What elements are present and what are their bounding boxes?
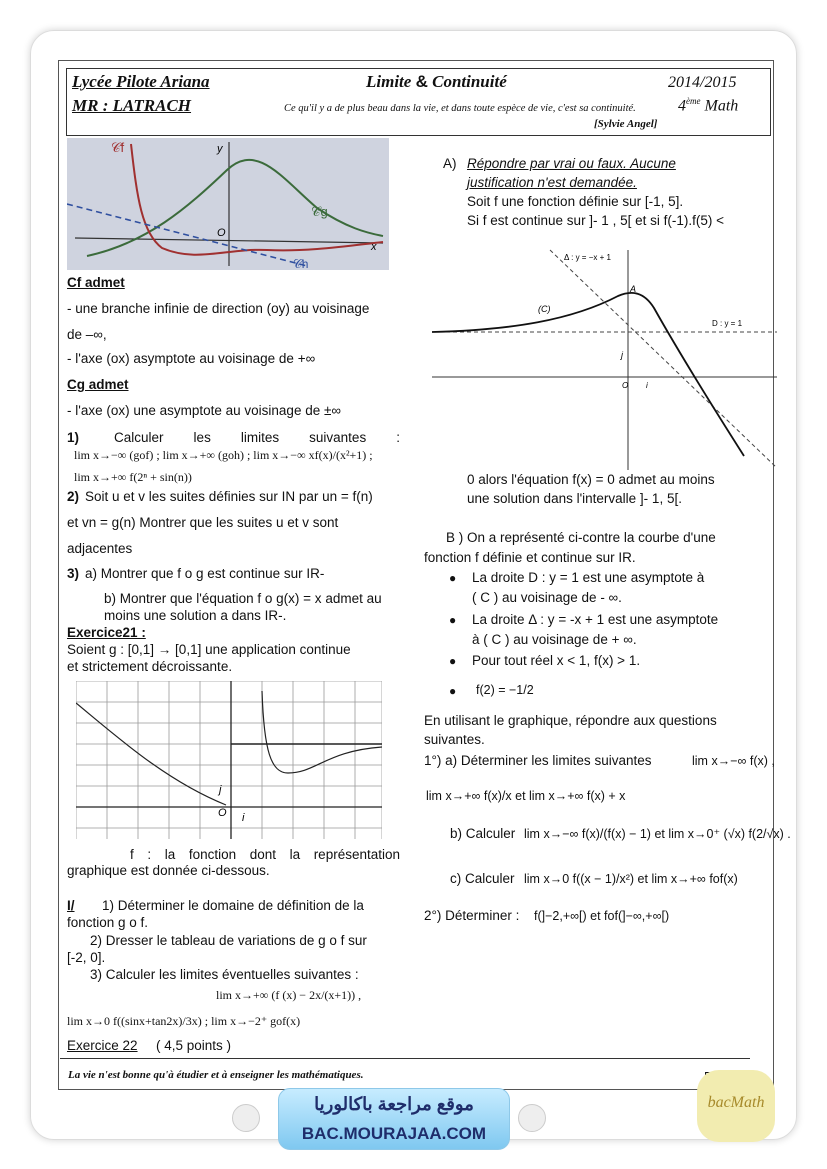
part-i-q3: 3) Calculer les limites éventuelles suivantes : bbox=[90, 967, 359, 982]
grid bbox=[76, 681, 382, 839]
label-origin: O bbox=[622, 381, 629, 390]
part-a-line-1: Soit f une fonction définie sur [-1, 5]. bbox=[467, 194, 684, 209]
part-i-q2-line-1: 2) Dresser le tableau de variations de g o f sur bbox=[90, 933, 367, 948]
quote-author: [Sylvie Angel] bbox=[594, 118, 658, 130]
bullet-3: ● bbox=[449, 654, 457, 668]
label-i: i bbox=[646, 381, 648, 390]
bullet-4: ● bbox=[449, 684, 457, 698]
q1-text: Calculer les limites suivantes : bbox=[114, 430, 400, 445]
ex21-f-line-2: graphique est donnée ci-dessous. bbox=[67, 863, 270, 878]
bullet-2-line-1: La droite Δ : y = -x + 1 est une asymptote bbox=[472, 612, 719, 627]
part-a-line-2: Si f est continue sur ]- 1 , 5[ et si f(-1).f(5) < bbox=[467, 213, 724, 228]
exercise-21-title: Exercice21 : bbox=[67, 625, 146, 640]
bullet-1: ● bbox=[449, 571, 457, 585]
ex21-line-1: Soient g : [0,1] → [0,1] une application continue bbox=[67, 642, 351, 657]
q3-b-line-1: b) Montrer que l'équation f o g(x) = x admet au bbox=[104, 591, 382, 606]
q1c-text: c) Calculer bbox=[450, 871, 515, 886]
q1-number: 1) bbox=[67, 430, 80, 445]
part-i-q1-line-2: fonction g o f. bbox=[67, 915, 149, 930]
part-a-line-4: une solution dans l'intervalle ]- 1, 5[. bbox=[467, 491, 682, 506]
figure-exercise-21 bbox=[76, 681, 382, 839]
q1a-limit-1: lim x→−∞ f(x) , bbox=[692, 754, 775, 768]
header-quote: Ce qu'il y a de plus beau dans la vie, et dans toute espèce de vie, c'est sa continuité. bbox=[284, 103, 636, 114]
label-x: x bbox=[371, 241, 377, 253]
title-part-a: Limite bbox=[366, 72, 412, 91]
q3-b-line-2: moins une solution a dans IR-. bbox=[104, 608, 287, 623]
label-ch: 𝒞h bbox=[293, 257, 309, 270]
part-a-label: A) bbox=[443, 156, 457, 171]
q1b-limits: lim x→−∞ f(x)/(f(x) − 1) et lim x→0⁺ (√x) f(2/√x) . bbox=[524, 827, 791, 841]
label-y: y bbox=[217, 143, 223, 155]
label-a: A bbox=[630, 284, 637, 294]
figure-part-b-curve bbox=[432, 240, 777, 470]
q3-a: a) Montrer que f o g est continue sur IR- bbox=[85, 566, 325, 581]
cf-line-1: - une branche infinie de direction (oy) au voisinage bbox=[67, 301, 370, 316]
bullet-2-line-2: à ( C ) au voisinage de + ∞. bbox=[472, 632, 637, 647]
part-b-line-2: fonction f définie et continue sur IR. bbox=[424, 550, 636, 565]
site-logo-right bbox=[518, 1104, 546, 1132]
label-origin: O bbox=[218, 807, 227, 819]
exercise-22-points: ( 4,5 points ) bbox=[156, 1038, 232, 1053]
part-a-title-2: justification n'est demandée. bbox=[467, 175, 637, 190]
level-number: 4 bbox=[678, 97, 686, 115]
intro-line-2: suivantes. bbox=[424, 732, 485, 747]
bullet-3-text: Pour tout réel x < 1, f(x) > 1. bbox=[472, 653, 641, 668]
q1b-text: b) Calculer bbox=[450, 826, 516, 841]
title-amp: & bbox=[415, 72, 428, 91]
figure-background bbox=[67, 138, 389, 270]
bacmath-logo-text: bacMath bbox=[707, 1094, 765, 1111]
exercise-22-title: Exercice 22 bbox=[67, 1038, 138, 1053]
footer-rule bbox=[60, 1058, 750, 1059]
bullet-1-line-2: ( C ) au voisinage de - ∞. bbox=[472, 590, 622, 605]
label-origin: O bbox=[217, 227, 226, 239]
school-year: 2014/2015 bbox=[668, 74, 737, 91]
curve-right-branch bbox=[262, 691, 382, 773]
cg-line-1: - l'axe (ox) une asymptote au voisinage de ±∞ bbox=[67, 403, 342, 418]
part-i-q2-line-2: [-2, 0]. bbox=[67, 950, 106, 965]
q1a-limits-2: lim x→+∞ f(x)/x et lim x→+∞ f(x) + x bbox=[426, 789, 626, 803]
site-url[interactable]: BAC.MOURAJAA.COM bbox=[301, 1124, 487, 1143]
label-j: j bbox=[219, 784, 222, 796]
q2-line-2: et vn = g(n) Montrer que les suites u et v sont bbox=[67, 515, 339, 530]
label-c: (C) bbox=[538, 304, 551, 314]
cg-title: Cg admet bbox=[67, 377, 129, 392]
asymptote-delta bbox=[550, 250, 777, 468]
label-cg: 𝒞g bbox=[311, 204, 328, 219]
title-part-b: Continuité bbox=[432, 72, 507, 91]
q1a-text: 1°) a) Déterminer les limites suivantes bbox=[424, 753, 652, 768]
level-word: Math bbox=[704, 97, 739, 115]
q1c-limits: lim x→0 f((x − 1)/x²) et lim x→+∞ fof(x) bbox=[524, 872, 738, 886]
label-j: j bbox=[621, 350, 623, 360]
label-delta: Δ : y = −x + 1 bbox=[564, 253, 611, 262]
q3-number: 3) bbox=[67, 566, 80, 581]
q2-sets: f(]−2,+∞[) et fof(]−∞,+∞[) bbox=[534, 909, 670, 923]
part-a-title-1: Répondre par vrai ou faux. Aucune bbox=[467, 156, 676, 171]
part-a-line-3: 0 alors l'équation f(x) = 0 admet au moins bbox=[467, 472, 715, 487]
footer-motto: La vie n'est bonne qu'à étudier et à enseigner les mathématiques. bbox=[68, 1069, 364, 1081]
label-cf: 𝒞f bbox=[111, 140, 125, 155]
cf-title: Cf admet bbox=[67, 275, 125, 290]
part-i-q3-limit-1: lim x→+∞ (f (x) − 2x/(x+1)) , bbox=[216, 988, 362, 1002]
label-i: i bbox=[242, 812, 245, 824]
class-level bbox=[678, 96, 738, 115]
part-i-label: I/ bbox=[67, 898, 75, 913]
curve-c bbox=[432, 293, 744, 456]
part-b-line-1: B ) On a représenté ci-contre la courbe d'une bbox=[446, 530, 716, 545]
label-d: D : y = 1 bbox=[712, 319, 743, 328]
ex21-line-2: et strictement décroissante. bbox=[67, 659, 233, 674]
teacher-name: MR : LATRACH bbox=[72, 96, 192, 115]
bullet-2: ● bbox=[449, 613, 457, 627]
q1-limits-line-2: lim x→+∞ f(2ⁿ + sin(n)) bbox=[74, 470, 192, 484]
q1-limits-line-1: lim x→−∞ (gof) ; lim x→+∞ (goh) ; lim x→−∞ xf(x)/(x²+1) ; bbox=[74, 448, 373, 462]
cf-line-2: de –∞, bbox=[67, 327, 107, 342]
site-logo-left bbox=[232, 1104, 260, 1132]
bullet-4-text: f(2) = −1/2 bbox=[476, 683, 534, 697]
q2-text: 2°) Déterminer : bbox=[424, 908, 520, 923]
school-name: Lycée Pilote Ariana bbox=[72, 72, 210, 91]
cf-line-3: - l'axe (ox) asymptote au voisinage de +∞ bbox=[67, 351, 316, 366]
bullet-1-line-1: La droite D : y = 1 est une asymptote à bbox=[472, 570, 705, 585]
level-sup: ème bbox=[686, 96, 701, 106]
page-title bbox=[366, 72, 507, 92]
q2-line-1: Soit u et v les suites définies sur IN par un = f(n) bbox=[85, 489, 373, 504]
site-arabic-name: موقع مراجعة باكالوريا bbox=[314, 1094, 474, 1114]
ex21-f-line-1: f : la fonction dont la représentation bbox=[130, 847, 400, 862]
q2-number: 2) bbox=[67, 489, 80, 504]
part-i-q1-line-1: 1) Déterminer le domaine de définition de la bbox=[102, 898, 364, 913]
figure-cf-cg-ch bbox=[67, 138, 389, 270]
intro-line-1: En utilisant le graphique, répondre aux questions bbox=[424, 713, 717, 728]
curve-left-branch bbox=[76, 703, 226, 805]
part-i-q3-limit-2: lim x→0 f((sinx+tan2x)/3x) ; lim x→−2⁺ gof(x) bbox=[67, 1014, 301, 1028]
q2-line-3: adjacentes bbox=[67, 541, 133, 556]
